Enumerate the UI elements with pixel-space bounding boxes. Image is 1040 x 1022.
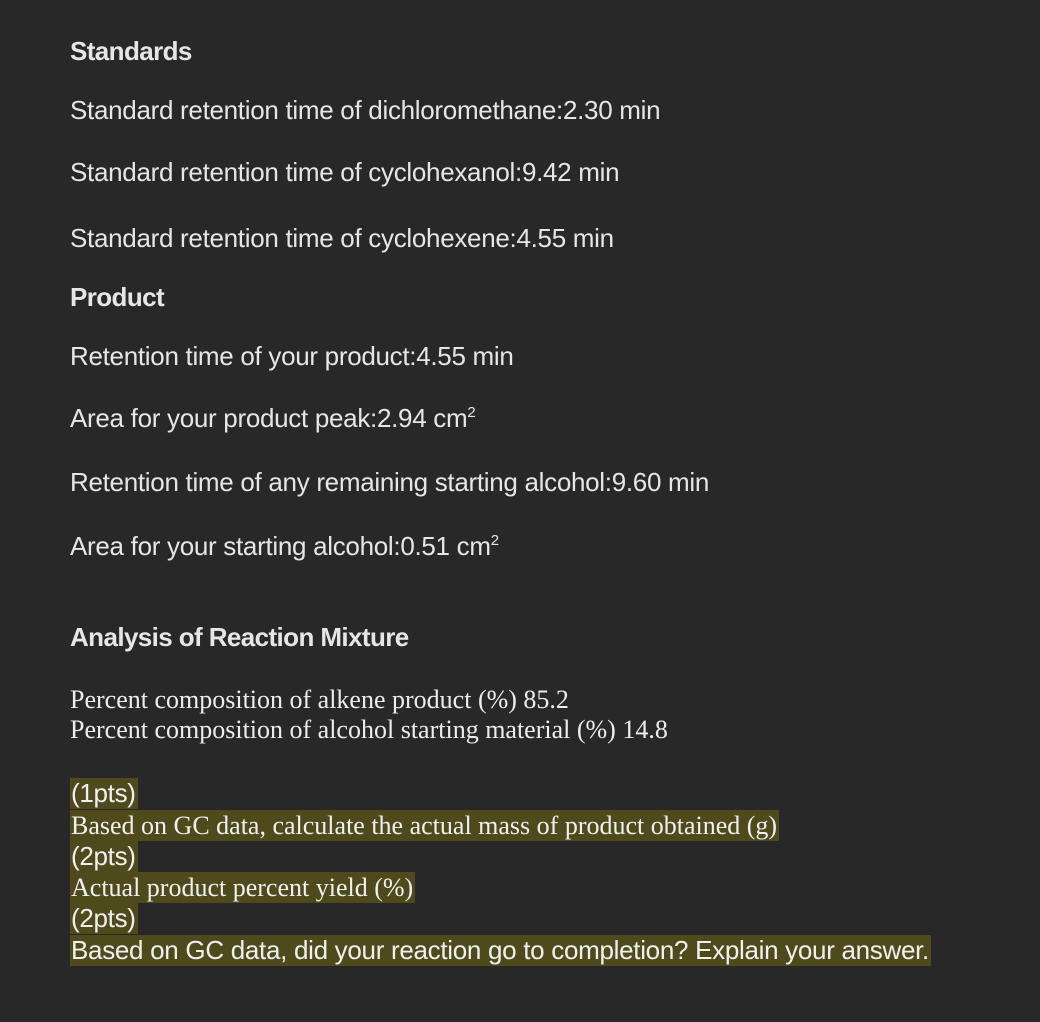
question-3 — [70, 935, 931, 966]
product-peak-area — [70, 403, 475, 434]
question-3-points-text: (2pts) — [71, 903, 136, 933]
product-peak-area-exponent: 2 — [467, 404, 476, 421]
remaining-alcohol-retention: Retention time of any remaining starting alcohol:9.60 min — [70, 467, 710, 497]
alcohol-percent: Percent composition of alcohol starting material (%) 14.8 — [70, 715, 668, 744]
alcohol-peak-area-label: Area for your starting alcohol:0.51 cm — [70, 531, 491, 561]
question-2 — [70, 872, 415, 903]
question-1 — [70, 810, 779, 841]
question-2-text: Actual product percent yield (%) — [71, 873, 414, 902]
product-retention-time: Retention time of your product:4.55 min — [70, 341, 514, 371]
question-1-text: Based on GC data, calculate the actual mass of product obtained (g) — [71, 811, 778, 840]
question-3-text: Based on GC data, did your reaction go to completion? Explain your answer. — [71, 935, 929, 965]
standard-cyclohexanol: Standard retention time of cyclohexanol:9.42 min — [70, 157, 620, 187]
standard-dichloromethane: Standard retention time of dichloromethane:2.30 min — [70, 95, 661, 125]
question-2-points-text: (2pts) — [71, 841, 136, 871]
analysis-heading: Analysis of Reaction Mixture — [70, 622, 409, 652]
standard-cyclohexene: Standard retention time of cyclohexene:4.55 min — [70, 223, 614, 253]
product-heading: Product — [70, 282, 165, 312]
question-1-points — [70, 778, 138, 809]
question-1-points-text: (1pts) — [71, 778, 136, 808]
alcohol-peak-area-exponent: 2 — [490, 532, 499, 549]
question-2-points — [70, 841, 138, 872]
alkene-percent: Percent composition of alkene product (%) 85.2 — [70, 685, 569, 714]
question-3-points — [70, 903, 138, 934]
standards-heading: Standards — [70, 36, 192, 66]
alcohol-peak-area — [70, 531, 499, 562]
product-peak-area-label: Area for your product peak:2.94 cm — [70, 403, 468, 433]
